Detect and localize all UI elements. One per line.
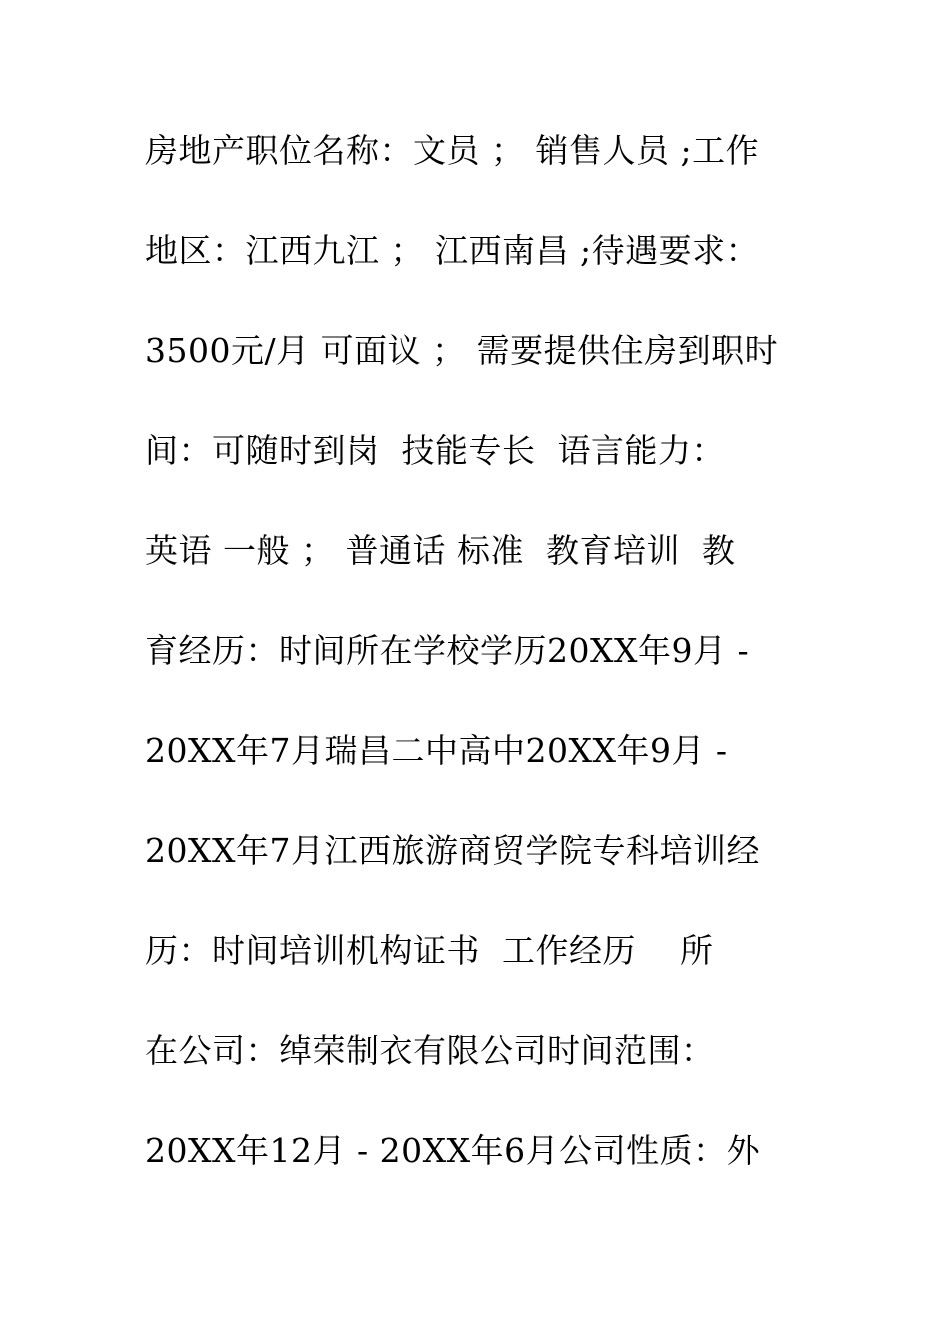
text-line: 20XX年12月 - 20XX年6月公司性质：外 [145,1131,761,1170]
text-line: 地区：江西九江 ； 江西南昌 ;待遇要求： [145,231,760,270]
text-line: 历：时间培训机构证书 工作经历 所 [145,931,714,970]
text-line: 英语 一般 ； 普通话 标准 教育培训 教 [145,531,736,570]
document-body [145,122,825,1222]
text-line: 育经历：时间所在学校学历20XX年9月 - [145,631,750,670]
text-line: 3500元/月 可面议 ； 需要提供住房到职时 [145,331,779,370]
text-line: 20XX年7月瑞昌二中高中20XX年9月 - [145,731,728,770]
text-line: 在公司：绰荣制衣有限公司时间范围： [145,1031,715,1070]
text-line: 房地产职位名称：文员 ； 销售人员 ;工作 [145,131,760,170]
text-line: 20XX年7月江西旅游商贸学院专科培训经 [145,831,760,870]
text-line: 间：可随时到岗 技能专长 语言能力： [145,431,725,470]
